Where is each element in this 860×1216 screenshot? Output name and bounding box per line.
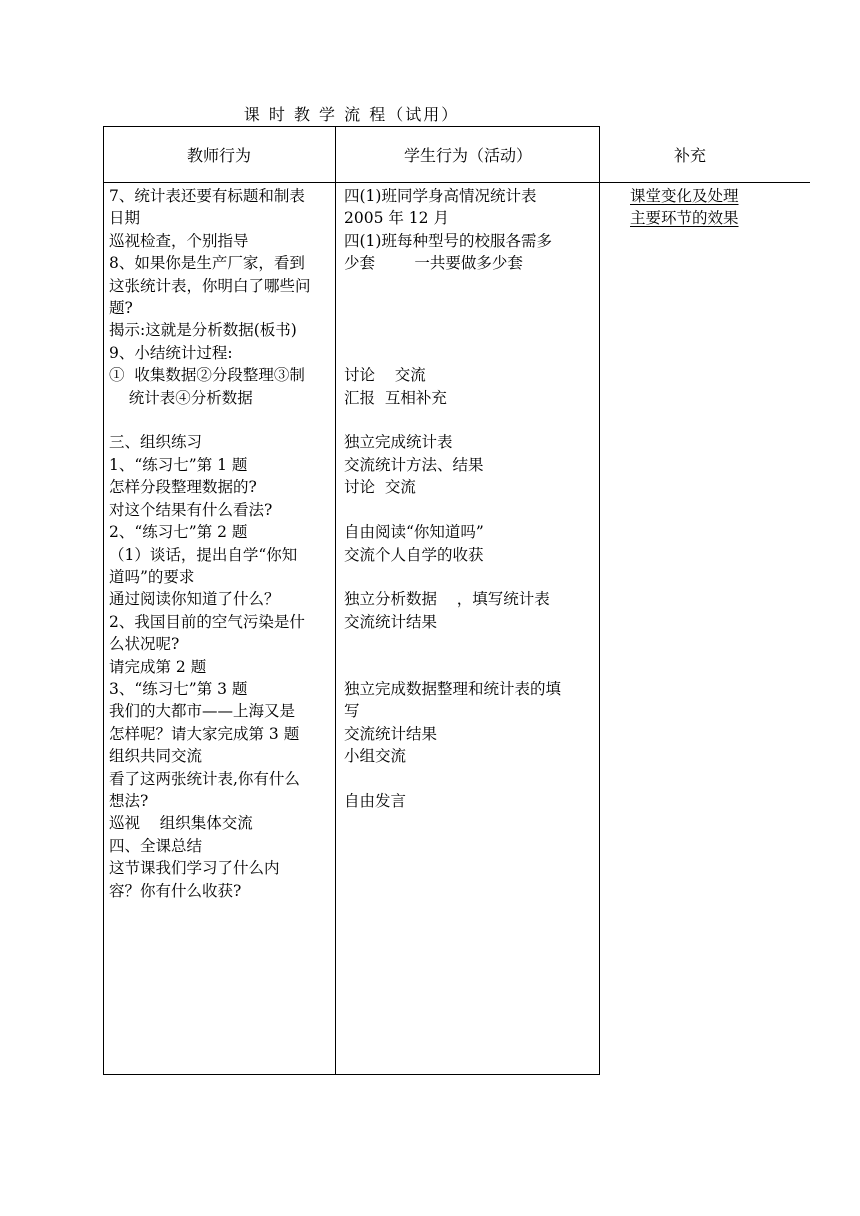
supplement-line: 课堂变化及处理 [630,187,739,205]
teacher-line: 怎样分段整理数据的? [109,478,257,497]
supplement-column [630,185,739,230]
supplement-line: 主要环节的效果 [630,209,739,228]
teacher-line: 通过阅读你知道了什么？ [109,590,280,609]
student-line: 交流统计结果 [344,612,438,631]
page-title: 课 时 教 学 流 程（试用） [243,105,460,124]
teacher-line: 日期 [109,209,141,228]
student-line [344,566,596,588]
student-line [344,656,596,678]
supplement-header-divider [600,182,810,183]
teacher-line: 看了这两张统计表,你有什么 [109,769,300,788]
teacher-line: 容？你有什么收获? [109,881,242,900]
student-line: 四(1)班同学身高情况统计表 [344,187,537,205]
student-line [344,499,596,521]
student-line: 汇报 互相补充 [344,388,447,407]
teacher-line: 8、如果你是生产厂家，看到 [109,254,305,273]
teacher-line: 么状况呢? [109,635,180,654]
teacher-line: 2、“练习七”第 2 题 [109,523,248,542]
teacher-line: 四、全课总结 [109,836,203,855]
teacher-line: 2、我国目前的空气污染是什 [109,612,305,631]
teacher-line: 我们的大都市——上海又是 [109,702,296,721]
student-line: 独立完成数据整理和统计表的填 [344,679,562,698]
teacher-line: 9、小结统计过程: [109,343,233,362]
student-line: 写 [344,702,360,721]
teacher-line: 道吗”的要求 [109,567,195,586]
student-line: 交流统计方法、结果 [344,455,484,474]
teacher-line: 揭示:这就是分析数据(板书) [109,321,297,340]
student-line: 独立分析数据 ，填写统计表 [344,590,550,609]
header-supplement: 补充 [673,145,706,165]
teacher-line: 巡视 组织集体交流 [109,814,253,833]
student-line: 少套 一共要做多少套 [344,254,523,273]
teacher-line: 3、“练习七”第 3 题 [109,679,248,698]
student-line: 小组交流 [344,747,407,766]
student-line: 讨论 交流 [344,478,416,497]
teacher-line: （1）谈话，提出自学“你知 [109,545,298,564]
student-line: 四(1)班每种型号的校服各需多 [344,231,552,250]
student-line [344,768,596,790]
teacher-line: 对这个结果有什么看法? [109,500,273,519]
student-line [344,633,596,655]
teacher-line: 统计表④分析数据 [109,388,253,407]
teacher-line: 巡视检查，个别指导 [109,231,249,250]
student-line [344,297,596,319]
student-line: 自由阅读“你知道吗” [344,523,484,542]
student-line: 2005 年 12 月 [344,209,449,228]
teacher-line: 这节课我们学习了什么内 [109,859,280,878]
student-line: 交流个人自学的收获 [344,545,484,564]
teacher-line: 题? [109,299,133,318]
header-student: 学生行为（活动） [403,145,532,165]
teacher-line: 想法? [109,791,149,810]
teacher-line: 请完成第 2 题 [109,657,207,676]
student-line: 自由发言 [344,791,407,810]
student-line [344,319,596,341]
student-line: 讨论 交流 [344,366,426,385]
teacher-line: 怎样呢？请大家完成第 3 题 [109,724,300,743]
student-line [344,275,596,297]
teacher-line [109,409,333,431]
teacher-line: 1、“练习七”第 1 题 [109,455,248,474]
column-divider [335,126,336,1075]
student-behavior-column [344,185,596,812]
teacher-line: 组织共同交流 [109,747,203,766]
teacher-line: ① 收集数据②分段整理③制 [109,366,305,385]
header-divider [103,182,600,183]
student-line [344,342,596,364]
header-teacher: 教师行为 [186,145,251,165]
teacher-line: 这张统计表，你明白了哪些问 [109,276,311,295]
student-line [344,409,596,431]
student-line: 独立完成统计表 [344,433,453,452]
teacher-behavior-column [109,185,333,902]
teacher-line: 三、组织练习 [109,433,203,452]
student-line: 交流统计结果 [344,724,438,743]
teacher-line: 7、统计表还要有标题和制表 [109,187,305,205]
